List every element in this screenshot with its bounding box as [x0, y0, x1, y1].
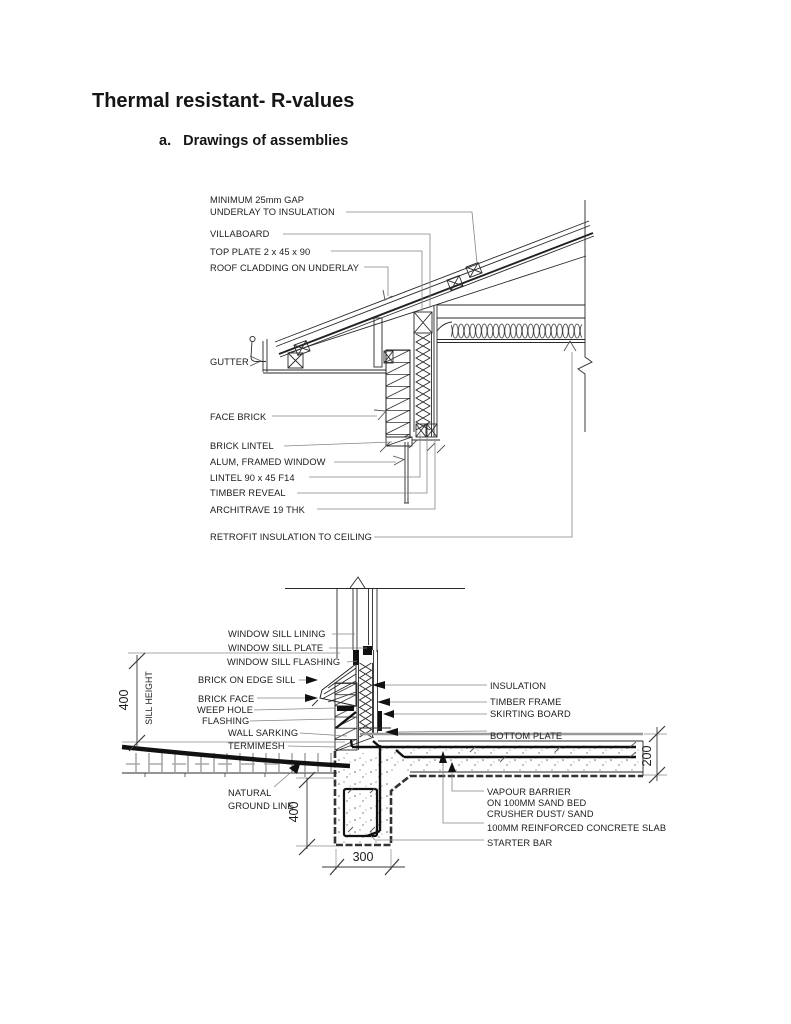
label-alum-window: ALUM, FRAMED WINDOW [210, 457, 326, 467]
eave-leader-lines [250, 212, 576, 537]
slab-detail-drawing [0, 560, 791, 890]
label-concrete-slab: 100MM REINFORCED CONCRETE SLAB [487, 823, 667, 833]
label-vapour-2: ON 100MM SAND BED [487, 798, 587, 808]
page-title: Thermal resistant- R-values [92, 90, 355, 112]
footing-width-dimension [322, 849, 405, 875]
label-vapour-1: VAPOUR BARRIER [487, 787, 571, 797]
face-brick-wall [386, 350, 412, 446]
ceiling-and-insulation [437, 305, 585, 343]
label-villaboard: VILLABOARD [210, 229, 270, 239]
wall-insulation-zigzag [414, 333, 432, 437]
footing-depth-dimension [287, 772, 336, 855]
section-label: a. [159, 133, 172, 149]
label-brick-face: BRICK FACE [198, 694, 255, 704]
villaboard-lining [434, 305, 437, 437]
label-insulation: INSULATION [490, 681, 547, 691]
dim-slab-thickness-value: 200 [640, 745, 654, 767]
window-frame [404, 442, 409, 503]
label-termimesh: TERMIMESH [228, 741, 285, 751]
label-sill-plate: WINDOW SILL PLATE [228, 643, 324, 653]
section-title: Drawings of assemblies [183, 133, 349, 149]
label-min-gap-1: MINIMUM 25mm GAP [210, 195, 305, 205]
label-roof-cladding: ROOF CLADDING ON UNDERLAY [210, 263, 360, 273]
label-weep-hole: WEEP HOLE [197, 705, 254, 715]
label-wall-sarking: WALL SARKING [228, 728, 299, 738]
label-bottom-plate: BOTTOM PLATE [490, 731, 563, 741]
label-retrofit-insulation: RETROFIT INSULATION TO CEILING [210, 532, 372, 542]
label-vapour-3: CRUSHER DUST/ SAND [487, 809, 594, 819]
label-starter-bar: STARTER BAR [487, 838, 553, 848]
dim-sill-height-value: 400 [117, 689, 131, 711]
label-sill-lining: WINDOW SILL LINING [228, 629, 326, 639]
break-arrow-icon [350, 577, 365, 588]
label-natural-1: NATURAL [228, 788, 272, 798]
label-brick-lintel: BRICK LINTEL [210, 441, 274, 451]
label-flashing: FLASHING [202, 716, 250, 726]
label-timber-reveal: TIMBER REVEAL [210, 488, 286, 498]
label-skirting-board: SKIRTING BOARD [490, 709, 571, 719]
eave-labels [210, 195, 372, 542]
label-gutter: GUTTER [210, 357, 249, 367]
dim-footing-width-value: 300 [352, 850, 374, 864]
label-face-brick: FACE BRICK [210, 412, 267, 422]
slab-thickness-dimension [640, 726, 667, 783]
label-min-gap-2: UNDERLAY TO INSULATION [210, 207, 335, 217]
wall-insulation-zigzag [359, 663, 373, 750]
top-plate-icon [414, 312, 432, 333]
label-sill-flashing: WINDOW SILL FLASHING [227, 657, 341, 667]
label-lintel: LINTEL 90 x 45 F14 [210, 473, 295, 483]
label-natural-2: GROUND LINE [228, 801, 294, 811]
dim-sill-height-caption: SILL HEIGHT [144, 671, 154, 725]
eave-detail-drawing [0, 180, 791, 560]
timber-frame-lining [374, 650, 383, 734]
dim-footing-depth-value: 400 [287, 801, 301, 823]
gutter-shape [250, 336, 266, 361]
label-top-plate: TOP PLATE 2 x 45 x 90 [210, 247, 311, 257]
section-heading [159, 133, 348, 149]
label-architrave: ARCHITRAVE 19 THK [210, 505, 305, 515]
slab-labels [197, 629, 666, 848]
label-timber-frame: TIMBER FRAME [490, 697, 562, 707]
label-brick-on-edge: BRICK ON EDGE SILL [198, 675, 296, 685]
